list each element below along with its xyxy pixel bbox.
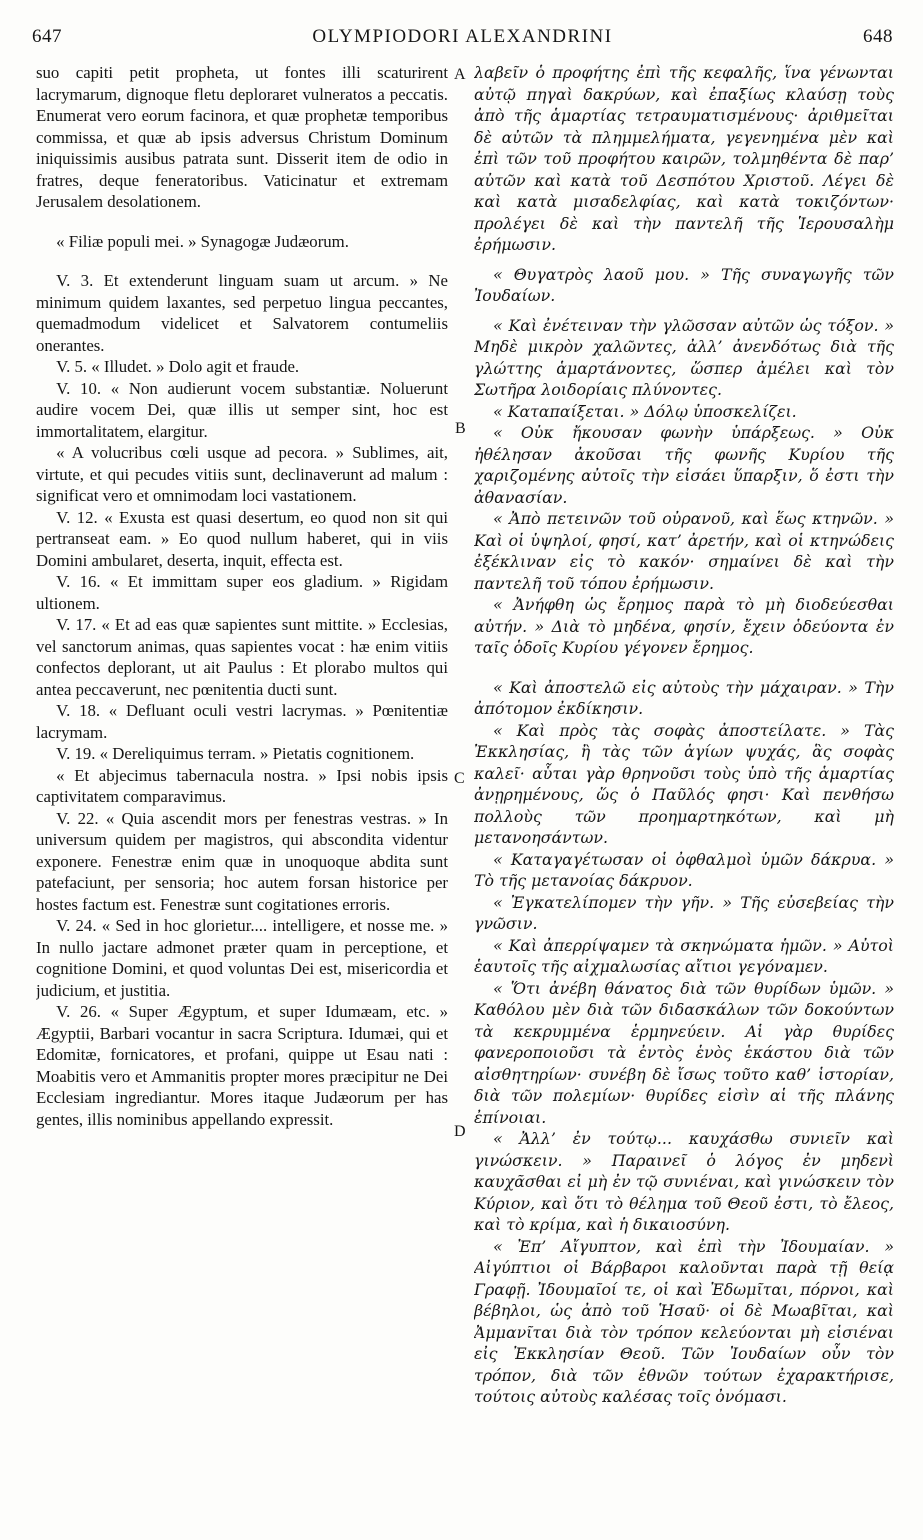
latin-paragraph: V. 10. « Non audierunt vocem substantiæ. Noluerunt audire vocem Dei, quæ illis ut semper sint, hoc est immortalitatem, elargitur. (36, 378, 448, 441)
latin-paragraph: V. 24. « Sed in hoc glorietur.... intelligere, et nosse me. » In nullo jactare admonet præter quam in perceptione, et cognitione Domini, et quod voluntas Dei est, misericordia et judicium, et justitia. (36, 916, 448, 1000)
greek-column (474, 62, 894, 1520)
latin-paragraph: V. 17. « Et ad eas quæ sapientes sunt mittite. » Ecclesias, vel sanctorum animas, quas sapientes vocat : hæ enim vitiis confectos deplorant, ut ait Paulus : Et plorabo multos qui antea peccaverunt, nec pœnitentia ducti sunt. (36, 615, 448, 699)
greek-paragraph: « Ἐγκατελίπομεν τὴν γῆν. » Τῆς εὐσεβείας τὴν γνῶσιν. (474, 892, 894, 933)
latin-paragraph: V. 16. « Et immittam super eos gladium. » Rigidam ultionem. (36, 572, 448, 613)
latin-paragraph: « Et abjecimus tabernacula nostra. » Ipsi nobis ipsis captivitatem comparavimus. (36, 765, 448, 806)
greek-paragraph: « Καὶ πρὸς τὰς σοφὰς ἀποστείλατε. » Τὰς Ἐκκλησίας, ἢ τὰς τῶν ἁγίων ψυχάς, ἃς σοφὰς καλεῖ· αὗται γὰρ θρηνοῦσι τοὺς ὑπὸ τῆς ἁμαρτίας ἀνῃρημένους, ὥς ὁ Παῦλός φησι· Καὶ πενθήσω πολλοὺς τῶν προημαρτηκότων, καὶ μὴ μετανοησάντων. (474, 720, 894, 847)
greek-paragraph: λαβεῖν ὁ προφήτης ἐπὶ τῆς κεφαλῆς, ἵνα γένωνται αὐτῷ πηγαὶ δακρύων, καὶ ἐπαξίως κλαύσῃ τοὺς ἀπὸ τῆς ἁμαρτίας τετραυματισμένους· ἀριθμεῖται δὲ αὐτῶν τὰ πλημμελήματα, γεγενημένα μὲν καὶ ἐπὶ τῶν τοῦ προφήτου καιρῶν, τολμηθέντα δὲ παρ’ αὐτῶν καὶ κατὰ τοῦ Δεσπότου Χριστοῦ. Λέγει δὲ καὶ κατὰ μισαδελφίας, καὶ κατὰ τοκιζόντων· προλέγει δὲ καὶ τὴν παντελῆ τῆς Ἱερουσαλὴμ ἐρήμωσιν. (474, 63, 894, 254)
page-number-right: 648 (863, 26, 893, 47)
greek-paragraph: « Ἐπ’ Αἴγυπτον, καὶ ἐπὶ τὴν Ἰδουμαίαν. » Αἰγύπτιοι οἱ Βάρβαροι καλοῦνται παρὰ τῇ θείᾳ Γραφῇ. Ἰδουμαῖοί τε, οἱ καὶ Ἐδωμῖται, πόρνοι, καὶ βέβηλοι, ὡς ἀπὸ τοῦ Ἡσαῦ· οἱ δὲ Μωαβῖται, καὶ Ἀμμανῖται διὰ τὸν τρόπον κελεύονται μὴ εἰσιέναι εἰς Ἐκκλησίαν Θεοῦ. Τῶν Ἰουδαίων οὖν τὸν τρόπον, διὰ τῶν ἐθνῶν τούτων ἐχαρακτήρισε, τούτοις αὐτοὺς καλέσας τοῖς ὀνόμασι. (474, 1236, 894, 1406)
greek-paragraph: « Καὶ ἐνέτειναν τὴν γλῶσσαν αὐτῶν ὡς τόξον. » Μηδὲ μικρὸν χαλῶντες, ἀλλ’ ἀνενδότως διὰ τῆς γλώττης ἁμαρτάνοντες, ὥσπερ ἀμέλει καὶ τὸν Σωτῆρα λοιδορίαις πλύνοντες. (474, 315, 894, 399)
greek-paragraph: « Ἀνήφθη ὡς ἔρημος παρὰ τὸ μὴ διοδεύεσθαι αὐτήν. » Διὰ τὸ μηδένα, φησίν, ἔχειν ὁδεύοντα ἐν ταῖς ὁδοῖς Κυρίου γέγονεν ἔρημος. (474, 595, 894, 657)
greek-paragraph: « Καταπαίξεται. » Δόλῳ ὑποσκελίζει. (492, 401, 797, 421)
latin-paragraph: V. 5. « Illudet. » Dolo agit et fraude. (56, 357, 300, 376)
latin-paragraph: V. 19. « Dereliquimus terram. » Pietatis cognitionem. (56, 744, 415, 763)
greek-paragraph: « Θυγατρὸς λαοῦ μου. » Τῆς συναγωγῆς τῶν Ἰουδαίων. (474, 264, 894, 305)
latin-paragraph: suo capiti petit propheta, ut fontes illi scaturirent lacrymarum, dignoque fletu deploraret vulneratos a peccatis. Enumerat vero eorum facinora, et quæ prophetæ temporibus commissa, et quæ ab ipsis adversus Christum Dominum iniquissimis ausibus patrata sunt. Disserit item de odio in fratres, deque feneratoribus. Vaticinatur et extremam Jerusalem desolationem. (36, 63, 448, 211)
margin-letter-b: B (455, 420, 466, 437)
latin-paragraph: « Filiæ populi mei. » Synagogæ Judæorum. (56, 231, 349, 251)
greek-paragraph: « Οὐκ ἤκουσαν φωνὴν ὑπάρξεως. » Οὐκ ἠθέλησαν ἀκοῦσαι τῆς φωνῆς Κυρίου τῆς χαριζομένης αὐτοῖς τὴν εἰσάει ὕπαρξιν, ὅ ἐστι τὴν ἀθανασίαν. (474, 423, 894, 507)
running-header (32, 26, 893, 54)
greek-paragraph: « Καὶ ἀπερρίψαμεν τὰ σκηνώματα ἡμῶν. » Αὐτοὶ ἑαυτοῖς τῆς αἰχμαλωσίας αἴτιοι γεγόναμεν. (474, 935, 894, 976)
margin-letter-a: A (454, 66, 466, 83)
page-number-left: 647 (32, 26, 62, 47)
margin-letter-c: C (454, 770, 465, 787)
latin-column (36, 62, 448, 1520)
latin-paragraph: V. 18. « Defluant oculi vestri lacrymas. » Pœnitentiæ lacrymam. (36, 701, 448, 742)
latin-paragraph: V. 12. « Exusta est quasi desertum, eo quod non sit qui pertranseat eam. » Eo quod nullum haberet, qui in viis Domini ambularet, deserta, inquit, effecta est. (36, 507, 448, 570)
greek-paragraph: « Ὅτι ἀνέβη θάνατος διὰ τῶν θυρίδων ὑμῶν. » Καθόλου μὲν διὰ τῶν διδασκάλων τῶν δοκούντων τὰ κεκρυμμένα ἑρμηνεύειν. Αἱ γὰρ θυρίδες φανεροποιοῦσι τὰ ἐντὸς ἑνὸς ἑκάστου διὰ τῶν αἰσθητηρίων· συνέβη δὲ ἴσως τοῦτο καθ’ ἱστορίαν, διὰ τῶν πολεμίων· θυρίδες εἰσὶν αἱ τῆς πλάνης ἐπίνοιαι. (474, 978, 894, 1127)
latin-paragraph: V. 26. « Super Ægyptum, et super Idumæam, etc. » Ægyptii, Barbari vocantur in sacra Scriptura. Idumæi, qui et Edomitæ, fornicatores, et profani, quippe ut Esau nati : Moabitis vero et Ammanitis propter mores præcipitur ne Dei Ecclesiam ingrediantur. Mores itaque Judæorum per has gentes, illis nominibus appellando expressit. (36, 1002, 448, 1129)
latin-paragraph: V. 22. « Quia ascendit mors per fenestras vestras. » In universum quidem per magistros, qui abscondita videntur exponere. Fenestræ enim quæ in unoquoque abdita sunt patefaciunt, per sensoria; hoc autem forsan historice per hostes factum est. Fenestræ sunt cogitationes erroris. (36, 808, 448, 914)
greek-paragraph: « Καὶ ἀποστελῶ εἰς αὐτοὺς τὴν μάχαιραν. » Τὴν ἀπότομον ἐκδίκησιν. (474, 677, 894, 718)
greek-paragraph: « Καταγαγέτωσαν οἱ ὀφθαλμοὶ ὑμῶν δάκρυα. » Τὸ τῆς μετανοίας δάκρυον. (474, 849, 894, 890)
latin-paragraph: « A volucribus cœli usque ad pecora. » Sublimes, ait, virtute, et qui pecudes vitiis sunt, declinaverunt ad malum : significat vero et omnimodam loci vastationem. (36, 443, 448, 505)
running-title: OLYMPIODORI ALEXANDRINI (312, 26, 613, 47)
greek-paragraph: « Ἀλλ’ ἐν τούτῳ... καυχάσθω συνιεῖν καὶ γινώσκειν. » Παραινεῖ ὁ λόγος ἐν μηδενὶ καυχᾶσθαι εἰ μὴ ἐν τῷ συνιέναι, καὶ γινώσκειν τὸν Κύριον, καὶ ὅτι τὸ θέλημα τοῦ Θεοῦ ἐστι, τὸ ἔλεος, καὶ τὸ κρίμα, καὶ ἡ δικαιοσύνη. (474, 1129, 894, 1234)
latin-paragraph: V. 3. Et extenderunt linguam suam ut arcum. » Ne minimum quidem laxantes, sed perpetuo lingua peccantes, quemadmodum videlicet et Salvatorem contumeliis onerantes. (36, 271, 448, 355)
margin-letter-d: D (454, 1123, 466, 1140)
greek-paragraph: « Ἀπὸ πετεινῶν τοῦ οὐρανοῦ, καὶ ἕως κτηνῶν. » Καὶ οἱ ὑψηλοί, φησί, κατ’ ἀρετήν, καὶ οἱ κτηνώδεις ἐξέκλιναν εἰς τὸ κακόν· σημαίνει δὲ καὶ τὴν παντελῆ τοῦ τόπου ἐρήμωσιν. (474, 509, 894, 593)
